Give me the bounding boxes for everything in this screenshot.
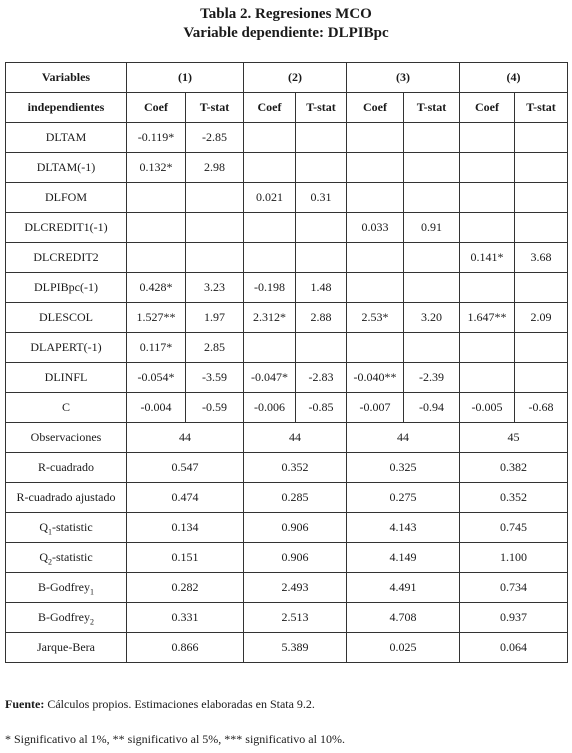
variable-name: DLPIBpc(-1): [6, 273, 127, 303]
header-variables: Variables: [6, 63, 127, 93]
header-coef: Coef: [127, 93, 186, 123]
tstat-cell: [186, 243, 244, 273]
tstat-cell: 2.98: [186, 153, 244, 183]
tstat-cell: [404, 273, 460, 303]
statistic-label: Q: [39, 520, 48, 534]
header-independientes: independientes: [6, 93, 127, 123]
tstat-cell: -0.85: [296, 393, 347, 423]
stats-row: [6, 423, 568, 453]
tstat-cell: [296, 243, 347, 273]
coef-cell: [347, 153, 404, 183]
coef-cell: -0.198: [244, 273, 296, 303]
statistic-value: 0.734: [460, 573, 568, 603]
tstat-cell: 2.85: [186, 333, 244, 363]
statistic-value: 0.382: [460, 453, 568, 483]
tstat-cell: -3.59: [186, 363, 244, 393]
coef-cell: [244, 153, 296, 183]
statistic-label: B-Godfrey: [38, 580, 90, 594]
tstat-cell: 0.91: [404, 213, 460, 243]
coef-cell: -0.007: [347, 393, 404, 423]
variable-name: DLCREDIT1(-1): [6, 213, 127, 243]
header-coef: Coef: [460, 93, 515, 123]
tstat-cell: [186, 213, 244, 243]
table-row: [6, 363, 568, 393]
header-coef: Coef: [347, 93, 404, 123]
statistic-value: 4.143: [347, 513, 460, 543]
tstat-cell: 1.97: [186, 303, 244, 333]
statistic-name: [6, 573, 127, 603]
tstat-cell: [515, 183, 568, 213]
coef-cell: -0.047*: [244, 363, 296, 393]
tstat-cell: 0.31: [296, 183, 347, 213]
tstat-cell: [515, 363, 568, 393]
variable-name: DLTAM(-1): [6, 153, 127, 183]
footnote-significance: * Significativo al 1%, ** significativo al 5%, *** significativo al 10%.: [5, 732, 345, 746]
tstat-cell: [404, 333, 460, 363]
statistic-value: 44: [347, 423, 460, 453]
coef-cell: [127, 183, 186, 213]
coef-cell: [127, 243, 186, 273]
statistic-value: 44: [244, 423, 347, 453]
coef-cell: [460, 183, 515, 213]
coef-cell: [347, 273, 404, 303]
tstat-cell: [515, 153, 568, 183]
coef-cell: 0.428*: [127, 273, 186, 303]
statistic-value: 0.285: [244, 483, 347, 513]
coef-cell: [347, 183, 404, 213]
statistic-value: 0.906: [244, 513, 347, 543]
coef-cell: [244, 213, 296, 243]
coef-cell: -0.054*: [127, 363, 186, 393]
statistic-value: 0.325: [347, 453, 460, 483]
variable-name: DLINFL: [6, 363, 127, 393]
coef-cell: -0.119*: [127, 123, 186, 153]
tstat-cell: -0.94: [404, 393, 460, 423]
coef-cell: [460, 123, 515, 153]
table-row: [6, 183, 568, 213]
coef-cell: [347, 333, 404, 363]
coef-cell: [460, 213, 515, 243]
coef-cell: [460, 153, 515, 183]
table-row: [6, 303, 568, 333]
header-coef: Coef: [244, 93, 296, 123]
statistic-value: 0.275: [347, 483, 460, 513]
stats-row: [6, 633, 568, 663]
statistic-value: 0.134: [127, 513, 244, 543]
statistic-value: 4.491: [347, 573, 460, 603]
variable-name: DLTAM: [6, 123, 127, 153]
header-model-2: (2): [244, 63, 347, 93]
statistic-value: 0.352: [244, 453, 347, 483]
coef-cell: [244, 243, 296, 273]
statistic-subscript: 2: [48, 557, 52, 567]
table-row: [6, 333, 568, 363]
statistic-label: R-cuadrado: [38, 460, 94, 474]
coef-cell: 0.132*: [127, 153, 186, 183]
table-row: [6, 123, 568, 153]
variable-name: DLCREDIT2: [6, 243, 127, 273]
tstat-cell: [296, 153, 347, 183]
table-row: [6, 153, 568, 183]
tstat-cell: [296, 333, 347, 363]
coef-cell: [460, 333, 515, 363]
coef-cell: 1.527**: [127, 303, 186, 333]
statistic-value: 0.937: [460, 603, 568, 633]
statistic-value: 0.866: [127, 633, 244, 663]
statistic-value: 0.282: [127, 573, 244, 603]
tstat-cell: [515, 273, 568, 303]
tstat-cell: 2.09: [515, 303, 568, 333]
coef-cell: 0.021: [244, 183, 296, 213]
tstat-cell: -2.85: [186, 123, 244, 153]
coef-cell: -0.040**: [347, 363, 404, 393]
stats-row: [6, 483, 568, 513]
statistic-value: 0.025: [347, 633, 460, 663]
statistic-subscript: 1: [89, 587, 94, 597]
stats-row: [6, 453, 568, 483]
statistic-label: Observaciones: [30, 430, 102, 444]
footnote-source: [5, 697, 315, 712]
variable-name: DLAPERT(-1): [6, 333, 127, 363]
tstat-cell: 3.20: [404, 303, 460, 333]
statistic-subscript: 1: [48, 527, 52, 537]
tstat-cell: [515, 333, 568, 363]
statistic-name: [6, 603, 127, 633]
statistic-suffix: -statistic: [52, 550, 93, 564]
tstat-cell: 2.88: [296, 303, 347, 333]
statistic-value: 5.389: [244, 633, 347, 663]
header-row-models: [6, 63, 568, 93]
stats-row: [6, 543, 568, 573]
statistic-value: 2.493: [244, 573, 347, 603]
header-tstat: T-stat: [296, 93, 347, 123]
statistic-label: B-Godfrey: [38, 610, 90, 624]
regression-table: [5, 62, 568, 663]
statistic-value: 45: [460, 423, 568, 453]
statistic-suffix: -statistic: [52, 520, 93, 534]
footnote-source-text: Cálculos propios. Estimaciones elaboradas en Stata 9.2.: [44, 697, 315, 711]
statistic-value: 44: [127, 423, 244, 453]
coef-cell: -0.005: [460, 393, 515, 423]
statistic-value: 0.352: [460, 483, 568, 513]
header-tstat: T-stat: [515, 93, 568, 123]
coef-cell: [347, 243, 404, 273]
tstat-cell: [404, 243, 460, 273]
tstat-cell: [296, 123, 347, 153]
variable-name: C: [6, 393, 127, 423]
coef-cell: [244, 123, 296, 153]
statistic-value: 0.906: [244, 543, 347, 573]
statistic-name: [6, 483, 127, 513]
statistic-value: 1.100: [460, 543, 568, 573]
header-model-1: (1): [127, 63, 244, 93]
stats-row: [6, 513, 568, 543]
header-model-3: (3): [347, 63, 460, 93]
statistic-label: Q: [39, 550, 48, 564]
statistic-value: 0.474: [127, 483, 244, 513]
tstat-cell: [404, 153, 460, 183]
tstat-cell: [515, 213, 568, 243]
statistic-name: [6, 423, 127, 453]
table-row: [6, 213, 568, 243]
tstat-cell: [404, 183, 460, 213]
header-row-columns: [6, 93, 568, 123]
coef-cell: [244, 333, 296, 363]
coef-cell: 0.033: [347, 213, 404, 243]
statistic-value: 4.149: [347, 543, 460, 573]
tstat-cell: [296, 213, 347, 243]
table-row: [6, 243, 568, 273]
stats-row: [6, 573, 568, 603]
coef-cell: [127, 213, 186, 243]
tstat-cell: -2.83: [296, 363, 347, 393]
statistic-label: Jarque-Bera: [37, 640, 95, 654]
statistic-name: [6, 633, 127, 663]
statistic-value: 0.745: [460, 513, 568, 543]
tstat-cell: -2.39: [404, 363, 460, 393]
coef-cell: -0.004: [127, 393, 186, 423]
statistic-value: 4.708: [347, 603, 460, 633]
coef-cell: [347, 123, 404, 153]
statistic-name: [6, 513, 127, 543]
statistic-label: R-cuadrado ajustado: [16, 490, 116, 504]
statistic-name: [6, 453, 127, 483]
statistic-subscript: 2: [89, 617, 94, 627]
table-title: Tabla 2. Regresiones MCO: [200, 6, 372, 22]
coef-cell: 0.141*: [460, 243, 515, 273]
tstat-cell: 1.48: [296, 273, 347, 303]
table-row: [6, 273, 568, 303]
tstat-cell: -0.68: [515, 393, 568, 423]
coef-cell: -0.006: [244, 393, 296, 423]
tstat-cell: 3.68: [515, 243, 568, 273]
tstat-cell: [404, 123, 460, 153]
coef-cell: [460, 273, 515, 303]
tstat-cell: [515, 123, 568, 153]
statistic-name: [6, 543, 127, 573]
tstat-cell: 3.23: [186, 273, 244, 303]
tstat-cell: -0.59: [186, 393, 244, 423]
variable-name: DLESCOL: [6, 303, 127, 333]
tstat-cell: [186, 183, 244, 213]
statistic-value: 0.151: [127, 543, 244, 573]
statistic-value: 0.064: [460, 633, 568, 663]
table-row: [6, 393, 568, 423]
stats-row: [6, 603, 568, 633]
coef-cell: 1.647**: [460, 303, 515, 333]
header-tstat: T-stat: [186, 93, 244, 123]
footnote-source-label: Fuente:: [5, 697, 45, 711]
variable-name: DLFOM: [6, 183, 127, 213]
statistic-value: 2.513: [244, 603, 347, 633]
coef-cell: [460, 363, 515, 393]
header-model-4: (4): [460, 63, 568, 93]
table-subtitle: Variable dependiente: DLPIBpc: [183, 25, 389, 41]
statistic-value: 0.547: [127, 453, 244, 483]
coef-cell: 2.53*: [347, 303, 404, 333]
statistic-value: 0.331: [127, 603, 244, 633]
coef-cell: 2.312*: [244, 303, 296, 333]
header-tstat: T-stat: [404, 93, 460, 123]
coef-cell: 0.117*: [127, 333, 186, 363]
